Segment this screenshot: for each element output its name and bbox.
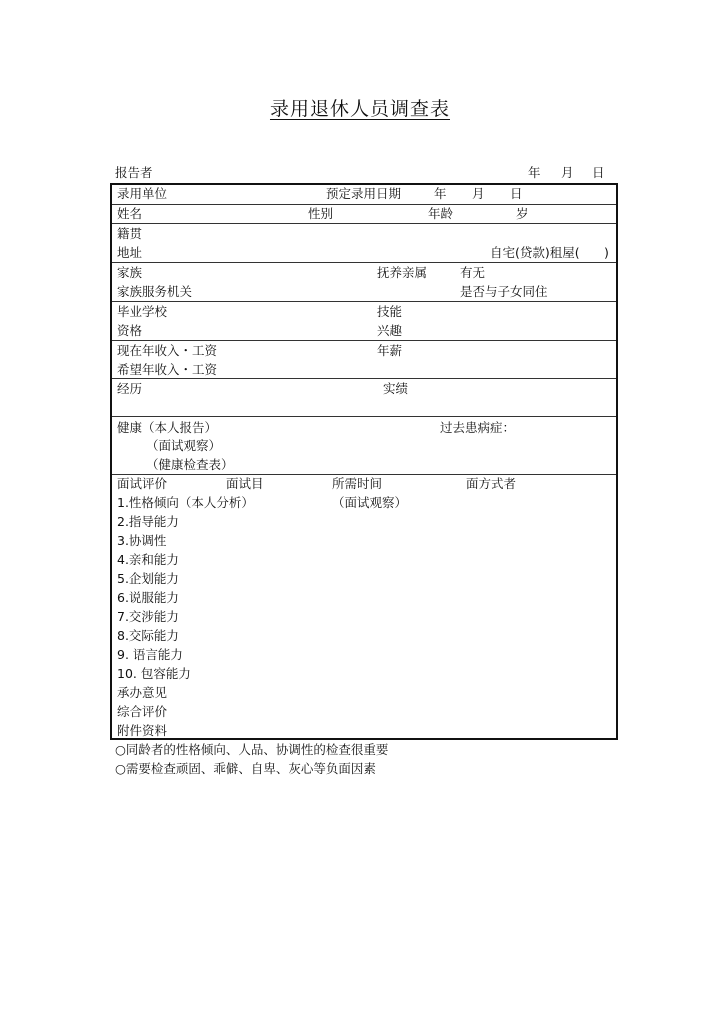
housing-label: 自宅(贷款)租屋( [490,245,580,260]
title-text: 录用退休人员调查表 [269,98,450,120]
achievements-label: 实绩 [383,381,409,396]
expected-income-label: 希望年收入・工资 [117,362,218,377]
planned-month-label: 月 [472,186,485,201]
name-label: 姓名 [117,206,143,221]
eval-item: 承办意见 [117,685,168,700]
eval-item: 3.协调性 [117,533,167,548]
planned-day-label: 日 [510,186,523,201]
past-illness-label: 过去患病症： [440,420,516,435]
eval-item: 8.交际能力 [117,628,179,643]
eval-item: 6.说服能力 [117,590,179,605]
note-item: ○同龄者的性格倾向、人品、协调性的检查很重要 [115,742,389,757]
interview-time-label: 所需时间 [332,476,383,491]
eval-item: 7.交涉能力 [117,609,179,624]
age-unit-label: 岁 [516,206,529,221]
current-income-label: 现在年收入・工资 [117,343,218,358]
report-year-label: 年 [528,165,541,180]
row-name [112,204,616,224]
annual-salary-label: 年薪 [377,343,403,358]
family-label: 家族 [117,265,143,280]
document-title [0,94,720,121]
history-label: 经历 [117,381,143,396]
interview-observation-label: （面试观察） [332,495,408,510]
row-experience [112,378,616,416]
row-origin [112,223,616,262]
eval-item: 2.指导能力 [117,514,179,529]
row-education [112,301,616,340]
eval-item: 综合评价 [117,704,168,719]
employer-label: 录用单位 [117,186,168,201]
interviewer-label: 面方式者 [466,476,517,491]
health-checkup-label: （健康检查表） [146,457,234,472]
eval-item: 1.性格倾向（本人分析） [117,495,254,510]
school-label: 毕业学校 [117,304,168,319]
row-employer [112,185,616,204]
family-employer-label: 家族服务机关 [117,284,193,299]
row-interview [112,474,616,738]
report-day-label: 日 [592,165,605,180]
note-item: ○需要检查顽固、乖僻、自卑、灰心等负面因素 [115,761,376,776]
health-interview-obs-label: （面试观察） [146,438,222,453]
housing-close: ) [604,245,609,260]
report-month-label: 月 [561,165,574,180]
health-self-report-label: 健康（本人报告） [117,420,218,435]
eval-item: 4.亲和能力 [117,552,179,567]
survey-table [110,183,618,740]
eval-item: 9. 语言能力 [117,647,183,662]
qualification-label: 资格 [117,323,143,338]
native-place-label: 籍贯 [117,226,143,241]
dependents-value: 有无 [460,265,486,280]
gender-label: 性别 [308,206,334,221]
planned-year-label: 年 [434,186,447,201]
row-family [112,262,616,301]
planned-date-label: 预定录用日期 [326,186,402,201]
address-label: 地址 [117,245,143,260]
live-with-children-label: 是否与子女同住 [460,284,548,299]
interests-label: 兴趣 [377,323,403,338]
skills-label: 技能 [377,304,403,319]
row-health [112,416,616,474]
row-income [112,340,616,379]
dependents-label: 抚养亲属 [377,265,428,280]
eval-item: 5.企划能力 [117,571,179,586]
age-label: 年龄 [428,206,454,221]
eval-item: 10. 包容能力 [117,666,191,681]
interview-item-label: 面试目 [226,476,264,491]
reporter-label: 报告者 [115,165,153,180]
interview-eval-label: 面试评价 [117,476,168,491]
eval-item: 附件资料 [117,723,168,738]
